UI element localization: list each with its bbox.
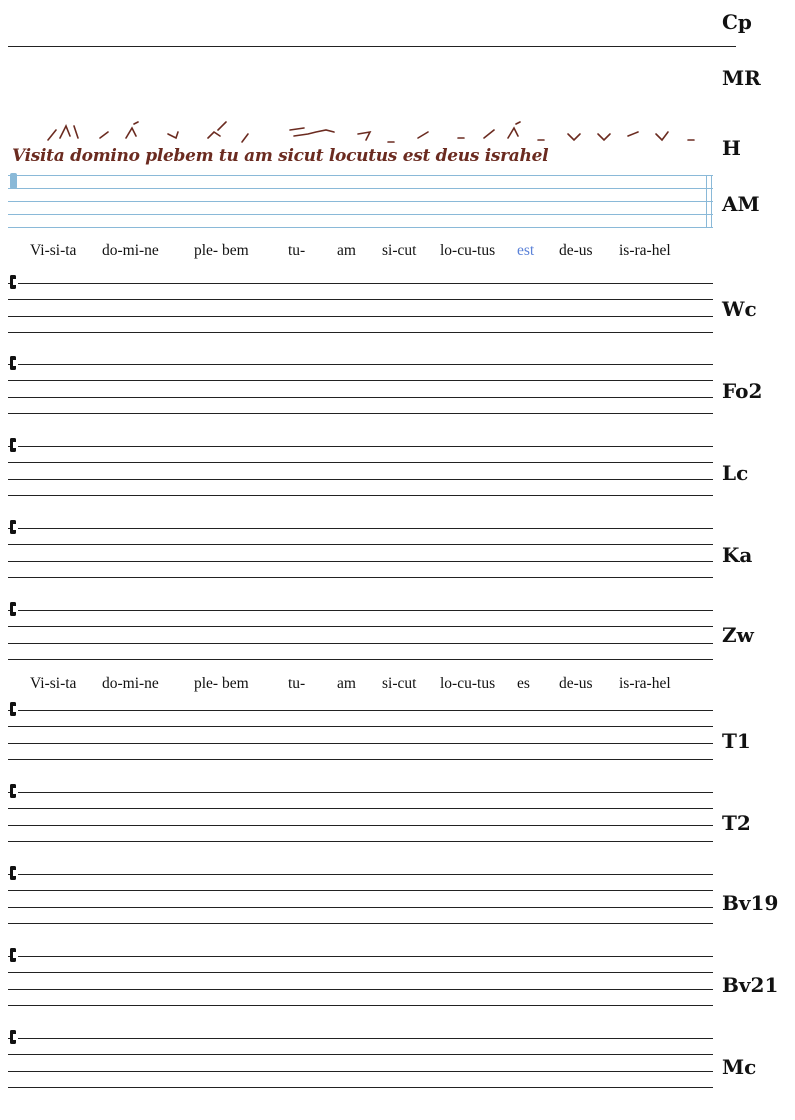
siglum-bv19: Bv19 <box>722 891 779 915</box>
am-barline <box>711 175 712 228</box>
neume-row <box>8 108 713 148</box>
syllable: do-mi-ne <box>102 242 159 259</box>
syllable: is-ra-hel <box>619 675 671 692</box>
c-clef-icon <box>9 947 18 963</box>
syllable: Vi-si-ta <box>30 242 77 259</box>
syllable: do-mi-ne <box>102 675 159 692</box>
siglum-fo2: Fo2 <box>722 379 763 403</box>
syllable: de-us <box>559 242 593 259</box>
siglum-wc: Wc <box>722 297 757 321</box>
syllable-highlighted: est <box>517 242 535 259</box>
syllable: es <box>517 675 530 692</box>
am-staff <box>8 175 713 229</box>
syllable: am <box>337 675 356 692</box>
siglum-zw: Zw <box>722 623 754 647</box>
am-staff-line <box>8 227 713 228</box>
am-staff-line <box>8 201 713 202</box>
siglum-t1: T1 <box>722 729 751 753</box>
lyrics-line <box>12 242 712 266</box>
manuscript-text: Visita domino plebem tu am sicut locutus est deus israhel <box>12 146 549 166</box>
am-staff-line <box>8 188 713 189</box>
syllable: si-cut <box>382 242 417 259</box>
syllable: ple- bem <box>194 675 249 692</box>
lyrics-line <box>12 675 712 699</box>
siglum-h: H <box>722 136 741 160</box>
siglum-lc: Lc <box>722 461 749 485</box>
syllable: Vi-si-ta <box>30 675 77 692</box>
c-clef-icon <box>9 355 18 371</box>
syllable: is-ra-hel <box>619 242 671 259</box>
syllable: lo-cu-tus <box>440 675 496 692</box>
siglum-bv21: Bv21 <box>722 973 779 997</box>
syllable: am <box>337 242 356 259</box>
siglum-t2: T2 <box>722 811 751 835</box>
siglum-mc: Mc <box>722 1055 757 1079</box>
syllable: de-us <box>559 675 593 692</box>
siglum-cp: Cp <box>722 10 752 34</box>
c-clef-icon <box>9 601 18 617</box>
c-clef-icon <box>9 519 18 535</box>
c-clef-icon <box>9 701 18 717</box>
manuscript-image <box>8 108 713 182</box>
syllable: ple- bem <box>194 242 249 259</box>
am-staff-line <box>8 214 713 215</box>
c-clef-icon <box>9 274 18 290</box>
c-clef-icon <box>9 865 18 881</box>
c-clef-icon <box>9 437 18 453</box>
siglum-am: AM <box>722 192 760 216</box>
top-rule <box>8 46 736 47</box>
syllable: si-cut <box>382 675 417 692</box>
siglum-ka: Ka <box>722 543 753 567</box>
syllable: tu- <box>288 242 306 259</box>
c-clef-icon <box>8 169 20 191</box>
c-clef-icon <box>9 783 18 799</box>
am-staff-line <box>8 175 713 176</box>
c-clef-icon <box>9 1029 18 1045</box>
am-barline <box>706 175 707 228</box>
syllable: tu- <box>288 675 306 692</box>
syllable: lo-cu-tus <box>440 242 496 259</box>
siglum-mr: MR <box>722 66 761 90</box>
